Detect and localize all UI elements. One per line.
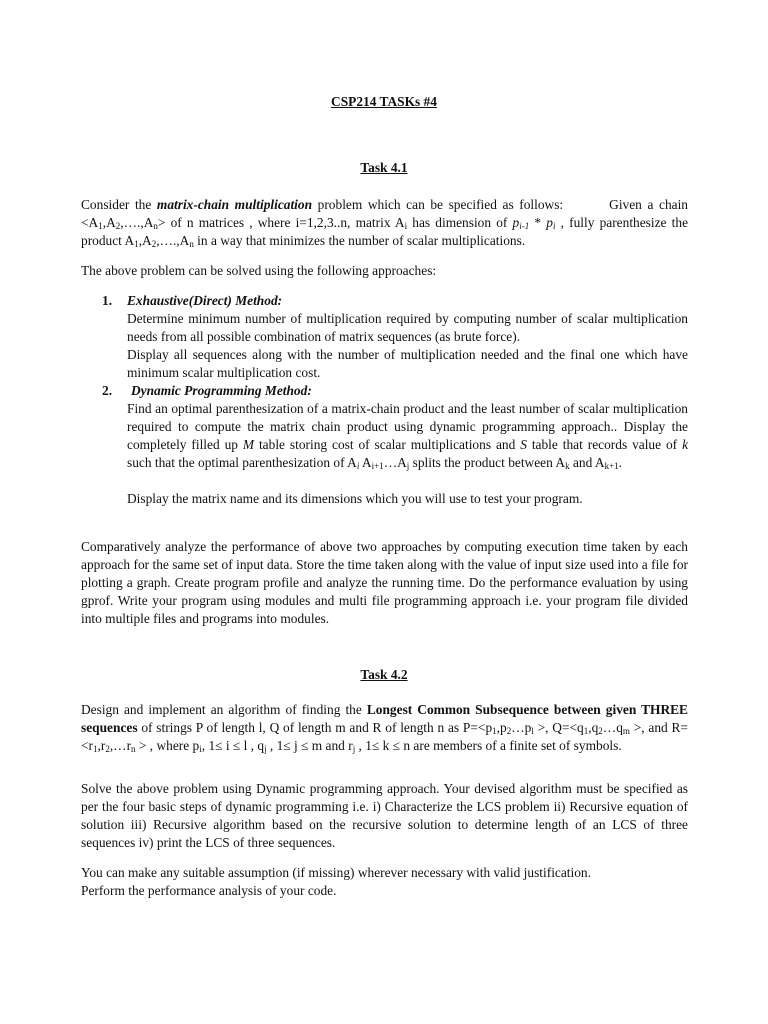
dynamic-method-heading: Dynamic Programming Method: <box>131 383 312 398</box>
exhaustive-method-para1: Determine minimum number of multiplication required by computing number of scalar multiplication needs from all possible combination of matrix sequences (as brute force). <box>127 311 688 344</box>
task-4-2-design-paragraph: Design and implement an algorithm of finding the Longest Common Subsequence between given THREE sequences of strings P of length l, Q of length m and R of length n as $P=<p_1,p_2\dots p_l$ >, $Q=<q_1,q_2\dots q_m$ >, and $R= <r_1,r_2,\dots r_n$ > , where $p_i$, 1≤ i ≤ l , $q_j$ , 1≤ j ≤ m and $r_j$ , 1≤ k ≤ n are members of a finite set of symbols. <box>81 702 688 754</box>
approaches-list <box>81 292 688 508</box>
exhaustive-method-para2: Display all sequences along with the number of multiplication needed and the final one which have minimum scalar multiplication cost. <box>127 347 688 380</box>
task-4-1-heading: Task 4.1 <box>360 160 408 175</box>
task-4-2-solve-paragraph: Solve the above problem using Dynamic programming approach. Your devised algorithm must be specified as per the four basic steps of dynamic programming i.e. i) Characterize the LCS problem ii) Recursive equation of solution iii) Recursive algorithm based on the recursive solution to determine length of an LCS of three sequences iv) print the LCS of three sequences. <box>81 781 688 850</box>
list-item-dynamic <box>81 382 688 508</box>
dynamic-method-para1: Find an optimal parenthesization of a matrix-chain product and the least number of scalar multiplication required to compute the matrix chain product using dynamic programming approach.. Display the completely filled up M table storing cost of scalar multiplications and S table that records value of k such that the optimal parenthesization of $A_i$ $A_{i+1}\dots A_j$ splits the product between $A_k$ and $A_{k+1}$. <box>127 401 689 471</box>
assumption-line: You can make any suitable assumption (if missing) wherever necessary with valid justification. <box>81 865 591 880</box>
list-number: 2. <box>102 383 113 398</box>
document-title: CSP214 TASKs #4 <box>331 94 437 109</box>
performance-line: Perform the performance analysis of your code. <box>81 883 337 898</box>
exhaustive-method-heading: Exhaustive(Direct) Method: <box>127 293 283 308</box>
performance-analysis-paragraph: Comparatively analyze the performance of above two approaches by computing execution time taken by each approach for the same set of input data. Store the time taken along with the value of input size used into a file for plotting a graph. Create program profile and analyze the running time. Do the performance evaluation by using gprof. Write your program using modules and multi file programming approach i.e. your program file divided into multiple files and programs into modules. <box>81 539 688 626</box>
task-4-1-intro: Consider the matrix-chain multiplication problem which can be specified as follows: Given a chain $<A_1,A_2,\dots.,A_n>$ of n matrices , where i=1,2,3..n, matrix $A_i$ has dimension of $p_{i-1} * p_i$ , fully parenthesize the product $A_1,A_2,\dots.,A_n$ in a way that minimizes the number of scalar multiplications. <box>81 197 689 249</box>
list-item-exhaustive <box>81 292 688 382</box>
task-4-2-heading: Task 4.2 <box>360 667 408 682</box>
approaches-intro: The above problem can be solved using the following approaches: <box>81 263 437 278</box>
dynamic-method-para2: Display the matrix name and its dimensions which you will use to test your program. <box>127 491 583 506</box>
list-number: 1. <box>102 293 113 308</box>
